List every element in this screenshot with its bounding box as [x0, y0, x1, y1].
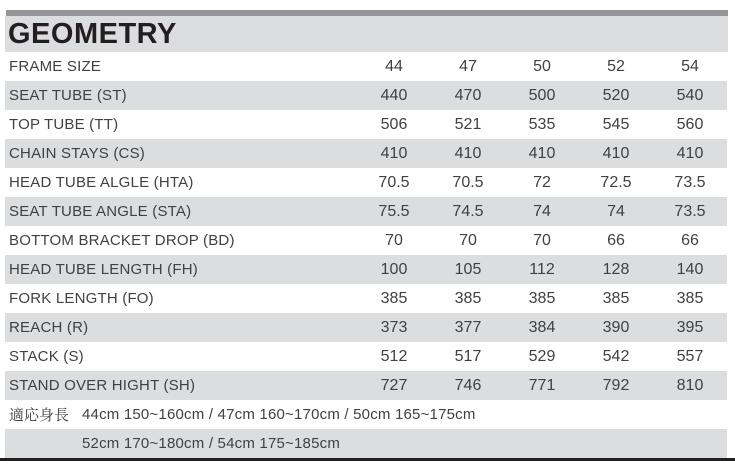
- cell-value: 385: [676, 289, 704, 307]
- row-label-head-tube-angle: HEAD TUBE ALGLE (HTA): [9, 174, 194, 191]
- cell-value: 542: [602, 347, 630, 365]
- cell-value: 535: [528, 115, 556, 133]
- cell-value: 395: [676, 318, 704, 336]
- cell-value: 520: [602, 86, 630, 104]
- table-row: [5, 255, 727, 284]
- cell-value: 410: [602, 144, 630, 162]
- fit-height-text-2: 52cm 170~180cm / 54cm 175~185cm: [82, 435, 341, 452]
- cell-value: 377: [454, 318, 482, 336]
- cell-value: 512: [380, 347, 408, 365]
- cell-value: 557: [676, 347, 704, 365]
- row-label-standover-height: STAND OVER HIGHT (SH): [9, 377, 196, 394]
- cell-value: 810: [676, 376, 704, 394]
- cell-value: 560: [676, 115, 704, 133]
- table-row: [5, 168, 727, 197]
- cell-value: 506: [380, 115, 408, 133]
- cell-value: 70: [533, 231, 551, 249]
- cell-value: 75.5: [378, 202, 410, 220]
- cell-value: 410: [380, 144, 408, 162]
- table-row: [5, 371, 727, 400]
- cell-value: 500: [528, 86, 556, 104]
- cell-value: 72: [533, 173, 551, 191]
- table-row: [5, 81, 727, 110]
- row-label-reach: REACH (R): [9, 319, 89, 336]
- cell-value: 70.5: [378, 173, 410, 191]
- cell-value: 410: [676, 144, 704, 162]
- cell-value: 390: [602, 318, 630, 336]
- frame-size-value: 50: [533, 57, 551, 75]
- table-row: [5, 313, 727, 342]
- cell-value: 140: [676, 260, 704, 278]
- cell-value: 385: [454, 289, 482, 307]
- cell-value: 792: [602, 376, 630, 394]
- bottom-rule: [0, 458, 735, 461]
- row-label-chain-stays: CHAIN STAYS (CS): [9, 145, 145, 162]
- cell-value: 70: [459, 231, 477, 249]
- cell-value: 410: [454, 144, 482, 162]
- table-row: [5, 284, 727, 313]
- cell-value: 384: [528, 318, 556, 336]
- fit-height-label: 適応身長: [9, 407, 70, 424]
- cell-value: 66: [681, 231, 699, 249]
- geometry-table: [5, 52, 727, 458]
- cell-value: 746: [454, 376, 482, 394]
- cell-value: 74: [533, 202, 551, 220]
- cell-value: 73.5: [674, 202, 706, 220]
- cell-value: 100: [380, 260, 408, 278]
- row-label-fork-length: FORK LENGTH (FO): [9, 290, 154, 307]
- cell-value: 727: [380, 376, 408, 394]
- cell-value: 545: [602, 115, 630, 133]
- title-band: [5, 16, 728, 52]
- fit-height-row-1: [5, 400, 727, 429]
- cell-value: 410: [528, 144, 556, 162]
- table-row: [5, 197, 727, 226]
- cell-value: 440: [380, 86, 408, 104]
- row-label-top-tube: TOP TUBE (TT): [9, 116, 119, 133]
- cell-value: 470: [454, 86, 482, 104]
- cell-value: 385: [602, 289, 630, 307]
- cell-value: 540: [676, 86, 704, 104]
- cell-value: 771: [528, 376, 556, 394]
- row-label-seat-tube: SEAT TUBE (ST): [9, 87, 127, 104]
- fit-height-row-2: [5, 429, 727, 458]
- row-label-seat-tube-angle: SEAT TUBE ANGLE (STA): [9, 203, 192, 220]
- cell-value: 112: [529, 260, 555, 278]
- cell-value: 70: [385, 231, 403, 249]
- row-label-frame-size: FRAME SIZE: [9, 58, 102, 75]
- cell-value: 73.5: [674, 173, 706, 191]
- table-row: [5, 110, 727, 139]
- row-label-head-tube-length: HEAD TUBE LENGTH (FH): [9, 261, 198, 278]
- fit-height-text-1: 44cm 150~160cm / 47cm 160~170cm / 50cm 165~175cm: [82, 406, 476, 423]
- table-header-row: [5, 52, 727, 81]
- cell-value: 74.5: [452, 202, 484, 220]
- cell-value: 529: [528, 347, 556, 365]
- cell-value: 74: [607, 202, 625, 220]
- cell-value: 521: [454, 115, 482, 133]
- table-row: [5, 139, 727, 168]
- table-row: [5, 342, 727, 371]
- frame-size-value: 44: [385, 57, 403, 75]
- page-title: GEOMETRY: [8, 17, 177, 50]
- row-label-bb-drop: BOTTOM BRACKET DROP (BD): [9, 232, 235, 249]
- cell-value: 66: [607, 231, 625, 249]
- cell-value: 373: [380, 318, 408, 336]
- cell-value: 385: [380, 289, 408, 307]
- frame-size-value: 47: [459, 57, 477, 75]
- cell-value: 72.5: [600, 173, 632, 191]
- frame-size-value: 52: [607, 57, 625, 75]
- frame-size-value: 54: [681, 57, 699, 75]
- cell-value: 385: [528, 289, 556, 307]
- cell-value: 128: [602, 260, 630, 278]
- cell-value: 517: [454, 347, 482, 365]
- row-label-stack: STACK (S): [9, 348, 84, 365]
- cell-value: 105: [454, 260, 482, 278]
- cell-value: 70.5: [452, 173, 484, 191]
- table-row: [5, 226, 727, 255]
